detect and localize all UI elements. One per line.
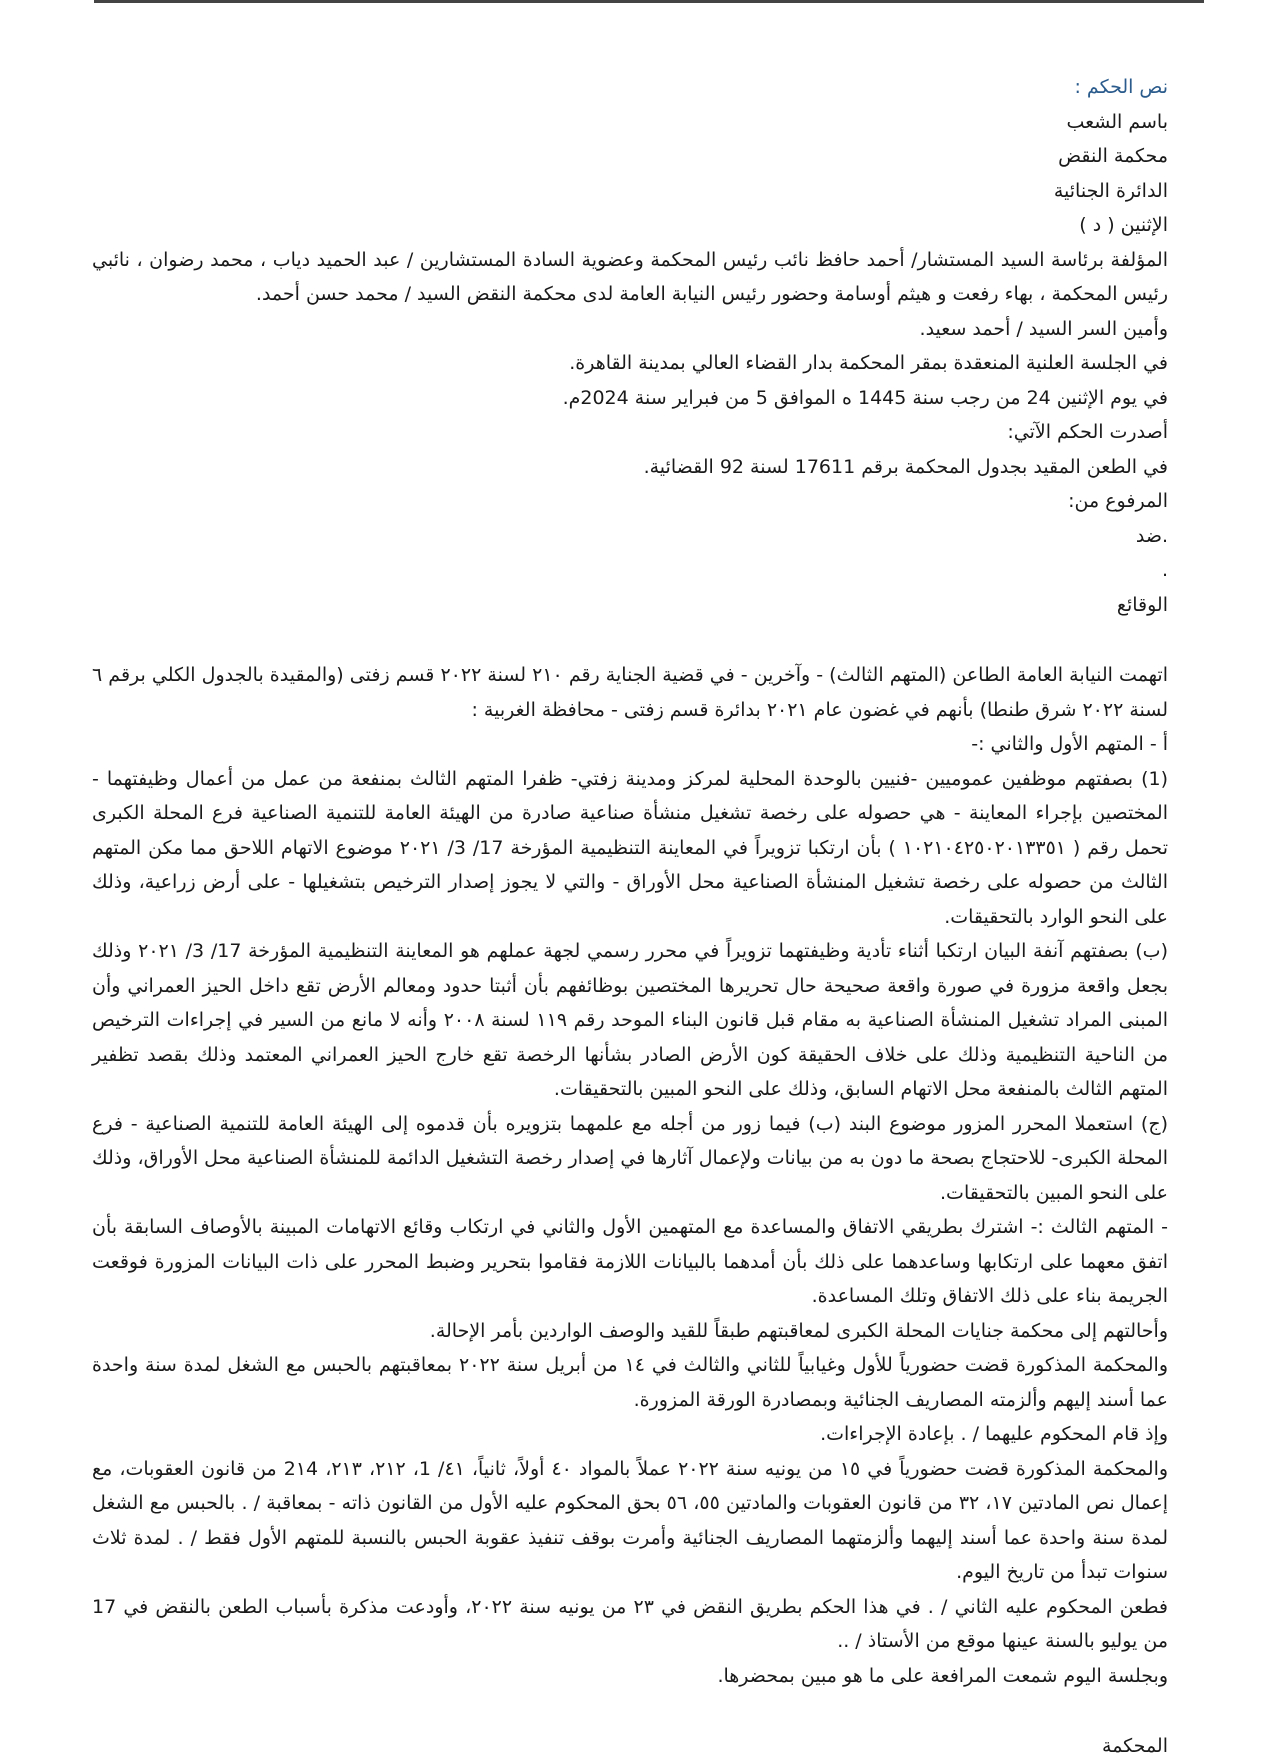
court-heading: المحكمة [1102,1735,1168,1757]
top-divider [94,0,1204,3]
filed-by: المرفوع من: [1068,490,1168,512]
facts-paragraph: والمحكمة المذكورة قضت حضورياً للأول وغيابياً للثاني والثالث في ١٤ من أبريل سنة ٢٠٢٢ بمعاقبتهم بالحبس مع الشغل لمدة سنة واحدة عما أسند إليهم وألزمته المصاريف الجنائية وبمصادرة الورقة المزورة. [92,1354,1169,1411]
session-date: في يوم الإثنين 24 من رجب سنة 1445 ه الموافق 5 من فبراير سنة 2024م. [562,386,1168,409]
facts-paragraph: وبجلسة اليوم شمعت المرافعة على ما هو مبين بمحضرها. [717,1664,1168,1687]
intro-line-circuit: الدائرة الجنائية [1053,179,1168,202]
facts-paragraph: وإذ قام المحكوم عليهما / . بإعادة الإجراءات. [820,1423,1168,1445]
issued-judgment: أصدرت الحكم الآتي: [1007,421,1168,443]
facts-paragraph: اتهمت النيابة العامة الطاعن (المتهم الثالث) - وآخرين - في قضية الجناية رقم ٢١٠ لسنة ٢٠٢٢ قسم زفتى (والمقيدة بالجدول الكلي برقم ٦ لسنة ٢٠٢٢ شرق طنطا) بأنهم في غضون عام ٢٠٢١ بدائرة قسم زفتى - محافظة الغربية : [92,664,1169,721]
facts-paragraph: (1) بصفتهم موظفين عموميين -فنيين بالوحدة المحلية لمركز ومدينة زفتي- ظفرا المتهم الثالث بمنفعة من عمل من أعمال وظيفتهما - المختصين بإجراء المعاينة - هي حصوله على رخصة تشغيل منشأة صناعية صادرة من الهيئة العامة للتنمية الصناعية فرع المحلة الكبرى تحمل رقم ( ١٠٢١٠٤٢٥٠٢٠١٣٣٥١ ) بأن ارتكبا تزويراً في المعاينة التنظيمية المؤرخة 17/ 3/ ٢٠٢١ موضوع الاتهام اللاحق مما مكن المتهم الثالث من حصوله على رخصة تشغيل المنشأة الصناعية محل الأوراق - والتي لا يجوز إصدار الترخيص بتشغيلها - على أرض زراعية، وذلك على النحو الوارد بالتحقيقات. [92,767,1168,928]
intro-line-day: الإثنين ( د ) [1079,214,1168,236]
dot-line: . [1161,559,1168,581]
judgment-document [92,70,1168,1764]
judgment-text-label: نص الحكم : [1074,76,1168,98]
facts-paragraph: - المتهم الثالث :- اشترك بطريقي الاتفاق والمساعدة مع المتهمين الأول والثاني في ارتكاب وقائع الاتهامات المبينة بالأوصاف السابقة بأن اتفق معهما على ارتكابها وساعدهما على ذلك بأن أمدهما بالبيانات اللازمة فقاموا بتحرير وضبط المحرر على ذات البيانات المزورة فوقعت الجريمة بناء على ذلك الاتفاق وتلك المساعدة. [92,1216,1168,1307]
intro-line-people: باسم الشعب [1066,110,1168,133]
intro-line-court: محكمة النقض [1058,145,1168,167]
facts-paragraph: والمحكمة المذكورة قضت حضورياً في ١٥ من يونيه سنة ٢٠٢٢ عملاً بالمواد ٤٠ أولاً، ثانياً، ٤١/ 1، ٢١٢، ٢١٣، 2١4 من قانون العقوبات، مع إعمال نص المادتين ١٧، ٣٢ من قانون العقوبات والمادتين ٥٥، ٥٦ بحق المحكوم عليه الأول من القانون ذاته - بمعاقبة / . بالحبس مع الشغل لمدة سنة واحدة عما أسند إليهما وألزمتهما المصاريف الجنائية وأمرت بوقف تنفيذ عقوبة الحبس بالنسبة للمتهم الأول فقط / . لمدة ثلاث سنوات تبدأ من تاريخ اليوم. [92,1457,1169,1583]
facts-paragraph: (ب) بصفتهم آنفة البيان ارتكبا أثناء تأدية وظيفتهما تزويراً في محرر رسمي لجهة عملهم هو المعاينة التنظيمية المؤرخة 17/ 3/ ٢٠٢١ وذلك بجعل واقعة مزورة في صورة واقعة صحيحة حال تحريرها المختصين بوظائفهم بأن أثبتا حدود ومعالم الأرض تقع داخل الحيز العمراني وأن المبنى المراد تشغيل المنشأة الصناعية به مقام قبل قانون البناء الموحد رقم ١١٩ لسنة ٢٠٠٨ وأنه لا مانع من السير في إجراءات الترخيص من الناحية التنظيمية وذلك على خلاف الحقيقة كون الأرض الصادر بشأنها الرخصة تقع خارج الحيز العمراني المعتمد وذلك بقصد تظفير المتهم الثالث بالمنفعة محل الاتهام السابق، وذلك على النحو المبين بالتحقيقات. [92,940,1168,1100]
facts-paragraph: وأحالتهم إلى محكمة جنايات المحلة الكبرى لمعاقبتهم طبقاً للقيد والوصف الواردين بأمر الإحالة. [429,1319,1168,1342]
facts-heading: الوقائع [1116,593,1168,616]
bench-composition: المؤلفة برئاسة السيد المستشار/ أحمد حافظ نائب رئيس المحكمة وعضوية السادة المستشارين / عبد الحميد دياب ، محمد رضوان ، نائبي رئيس المحكمة ، بهاء رفعت و هيثم أوسامة وحضور رئيس النيابة العامة لدى محكمة النقض السيد / محمد حسن أحمد. [92,248,1168,305]
appeal-number: في الطعن المقيد بجدول المحكمة برقم 17611 لسنة 92 القضائية. [643,455,1168,478]
against: .ضد [1135,524,1168,547]
facts-paragraph: أ - المتهم الأول والثاني :- [971,733,1168,755]
facts-paragraph: (ج) استعملا المحرر المزور موضوع البند (ب) فيما زور من أجله مع علمهما بتزويره بأن قدموه إلى الهيئة العامة للتنمية الصناعية - فرع المحلة الكبرى- للاحتجاج بصحة ما دون به من بيانات ولإعمال آثارها في إصدار رخصة التشغيل الدائمة للمنشأة الصناعية محل الأوراق، وذلك على النحو المبين بالتحقيقات. [92,1112,1168,1204]
court-secretary: وأمين السر السيد / أحمد سعيد. [919,317,1168,340]
session-place: في الجلسة العلنية المنعقدة بمقر المحكمة بدار القضاء العالي بمدينة القاهرة. [569,352,1168,374]
facts-paragraph: فطعن المحكوم عليه الثاني / . في هذا الحكم بطريق النقض في ٢٣ من يونيه سنة ٢٠٢٢، وأودعت مذكرة بأسباب الطعن بالنقض في 17 من يوليو بالسنة عينها موقع من الأستاذ / .. [92,1595,1168,1652]
